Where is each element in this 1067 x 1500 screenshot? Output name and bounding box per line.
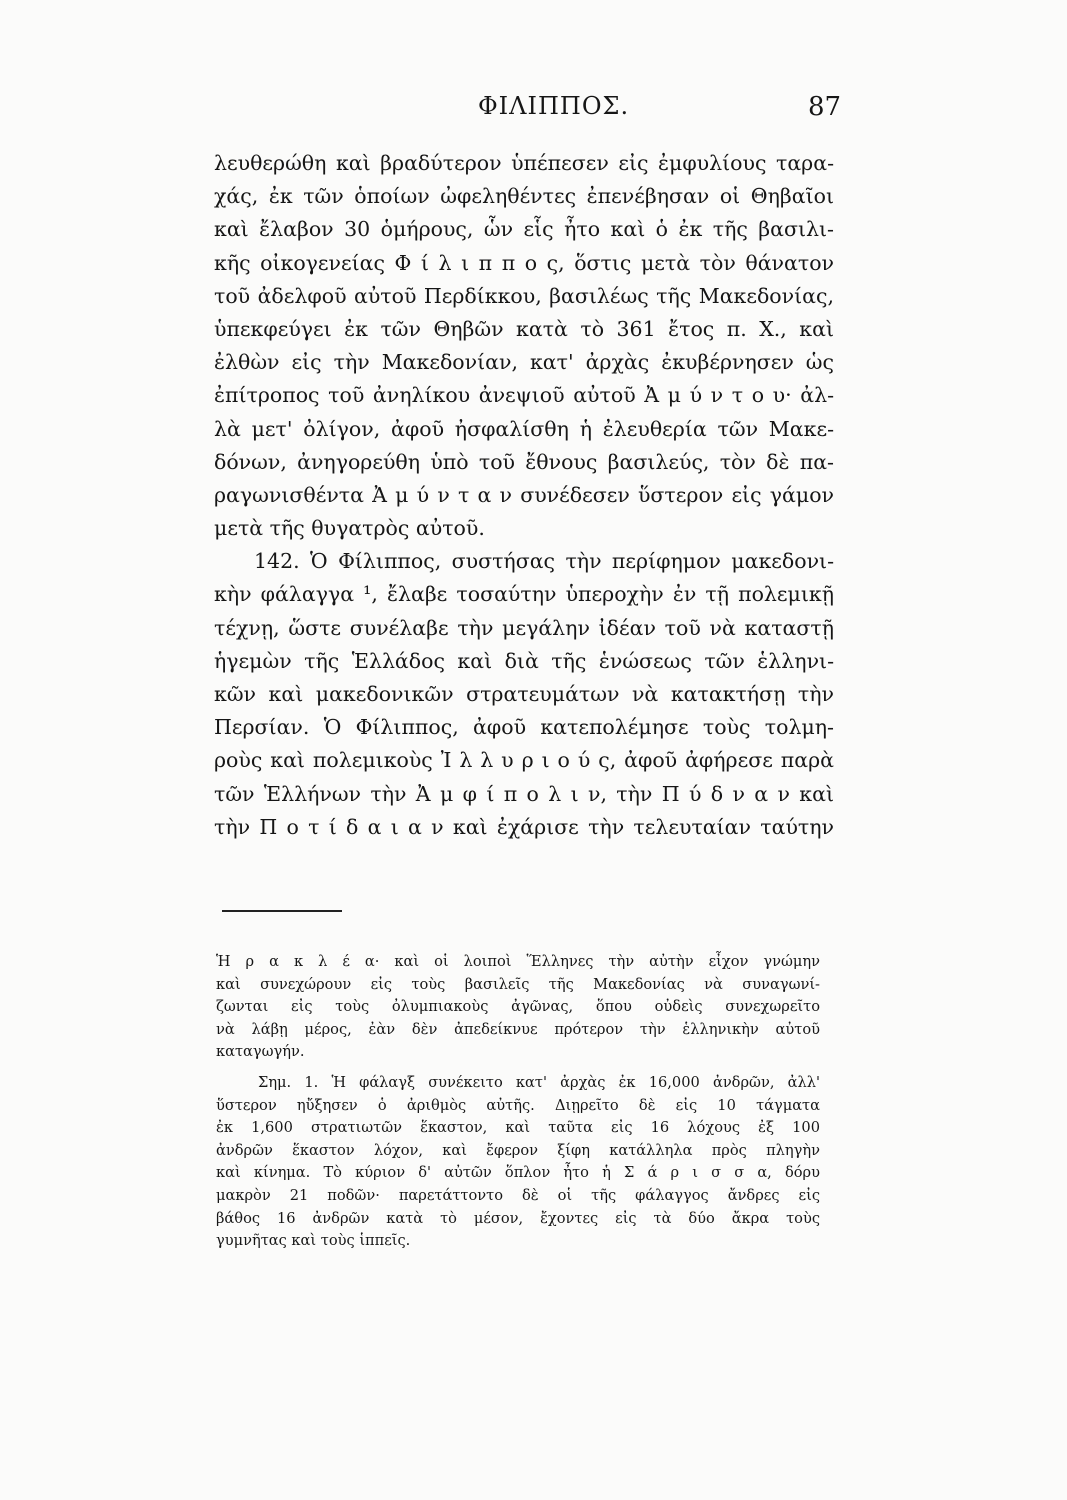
text-line: χάς, ἐκ τῶν ὁποίων ὠφεληθέντες ἐπενέβησαν οἱ Θηβαῖοι — [214, 184, 834, 209]
text-line: Περσίαν. Ὁ Φίλιππος, ἀφοῦ κατεπολέμησε τοὺς τολμη- — [214, 715, 834, 740]
footnote-rule — [222, 910, 342, 912]
footnote-line: καὶ συνεχώρουν εἰς τοὺς βασιλεῖς τῆς Μακεδονίας νὰ συναγωνί- — [216, 975, 820, 993]
footnote-line: καὶ κίνημα. Τὸ κύριον δ' αὐτῶν ὅπλον ἦτο ἡ Σ ά ρ ι σ σ α, δόρυ — [216, 1164, 820, 1182]
text-line: ἐλθὼν εἰς τὴν Μακεδονίαν, κατ' ἀρχὰς ἐκυβέρνησεν ὡς — [214, 350, 834, 375]
text-line: τοῦ ἀδελφοῦ αὐτοῦ Περδίκκου, βασιλέως τῆς Μακεδονίας, — [214, 283, 834, 308]
footnote-line: γυμνῆτας καὶ τοὺς ἱππεῖς. — [216, 1232, 411, 1250]
footnote-line: νὰ λάβῃ μέρος, ἐὰν δὲν ἀπεδείκνυε πρότερον τὴν ἑλληνικὴν αὐτοῦ — [216, 1020, 820, 1038]
text-line: δόνων, ἀνηγορεύθη ὑπὸ τοῦ ἔθνους βασιλεύς, τὸν δὲ πα- — [214, 449, 834, 474]
text-line: ἡγεμὼν τῆς Ἑλλάδος καὶ διὰ τῆς ἑνώσεως τῶν ἑλληνι- — [214, 648, 834, 673]
footnote-gap — [216, 1064, 820, 1072]
text-line: τὴν Π ο τ ί δ α ι α ν καὶ ἐχάρισε τὴν τελευταίαν ταύτην — [214, 814, 834, 839]
text-line: κῶν καὶ μακεδονικῶν στρατευμάτων νὰ κατακτήσῃ τὴν — [214, 682, 834, 706]
footnotes — [216, 951, 820, 1253]
text-line: κῆς οἰκογενείας Φ ί λ ι π π ο ς, ὅστις μετὰ τὸν θάνατον — [214, 250, 834, 275]
text-line: ἐπίτροπος τοῦ ἀνηλίκου ἀνεψιοῦ αὐτοῦ Ἀ μ ύ ν τ ο υ· ἀλ- — [214, 383, 834, 408]
footnote-line: Ἡ ρ α κ λ έ α· καὶ οἱ λοιποὶ Ἕλληνες τὴν αὐτὴν εἶχον γνώμην — [216, 953, 820, 970]
main-text — [214, 147, 834, 844]
text-line: ὑπεκφεύγει ἐκ τῶν Θηβῶν κατὰ τὸ 361 ἔτος π. Χ., καὶ — [214, 316, 834, 341]
section-142-start: 142. Ὁ Φίλιππος, συστήσας τὴν περίφημον μακεδονι- — [254, 549, 834, 574]
footnote-line: βάθος 16 ἀνδρῶν κατὰ τὸ μέσον, ἔχοντες εἰς τὰ δύο ἄκρα τοὺς — [216, 1209, 820, 1227]
text-line: τῶν Ἑλλήνων τὴν Ἀ μ φ ί π ο λ ι ν, τὴν Π ύ δ ν α ν καὶ — [214, 781, 834, 806]
text-line: λευθερώθη καὶ βραδύτερον ὑπέπεσεν εἰς ἐμφυλίους ταρα- — [214, 151, 834, 175]
text-line: κὴν φάλαγγα ¹, ἔλαβε τοσαύτην ὑπεροχὴν ἐν τῇ πολεμικῇ — [214, 582, 834, 607]
text-line: ροὺς καὶ πολεμικοὺς Ἰ λ λ υ ρ ι ο ύ ς, ἀφοῦ ἀφήρεσε παρὰ — [214, 748, 834, 773]
text-line: μετὰ τῆς θυγατρὸς αὐτοῦ. — [214, 516, 485, 541]
footnote-line: ἐκ 1,600 στρατιωτῶν ἕκαστον, καὶ ταῦτα εἰς 16 λόχους ἐξ 100 — [216, 1119, 820, 1137]
footnote-line: καταγωγήν. — [216, 1043, 305, 1061]
footnote-line: ἀνδρῶν ἕκαστον λόχον, καὶ ἔφερον ξίφη κατάλληλα πρὸς πληγὴν — [216, 1141, 820, 1159]
text-line: ραγωνισθέντα Ἀ μ ύ ν τ α ν συνέδεσεν ὕστερον εἰς γάμον — [214, 482, 834, 507]
running-title: ΦΙΛΙΠΠΟΣ. — [478, 92, 630, 120]
footnote-line: ζωνται εἰς τοὺς ὀλυμπιακοὺς ἀγῶνας, ὅπου οὐδεὶς συνεχωρεῖτο — [216, 998, 820, 1016]
text-line: λὰ μετ' ὀλίγον, ἀφοῦ ἠσφαλίσθη ἡ ἐλευθερία τῶν Μακε- — [214, 416, 834, 441]
text-line: τέχνῃ, ὥστε συνέλαβε τὴν μεγάλην ἰδέαν τοῦ νὰ καταστῇ — [214, 615, 834, 640]
page-number: 87 — [808, 92, 842, 122]
footnote-line: Σημ. 1. Ἡ φάλαγξ συνέκειτο κατ' ἀρχὰς ἐκ 16,000 ἀνδρῶν, ἀλλ' — [258, 1073, 820, 1091]
footnote-line: μακρὸν 21 ποδῶν· παρετάττοντο δὲ οἱ τῆς φάλαγγος ἄνδρες εἰς — [216, 1186, 820, 1204]
footnote-line: ὕστερον ηὔξησεν ὁ ἀριθμὸς αὐτῆς. Διῃρεῖτο δὲ εἰς 10 τάγματα — [216, 1096, 820, 1114]
text-line: καὶ ἔλαβον 30 ὁμήρους, ὧν εἷς ἦτο καὶ ὁ ἐκ τῆς βασιλι- — [214, 217, 834, 242]
